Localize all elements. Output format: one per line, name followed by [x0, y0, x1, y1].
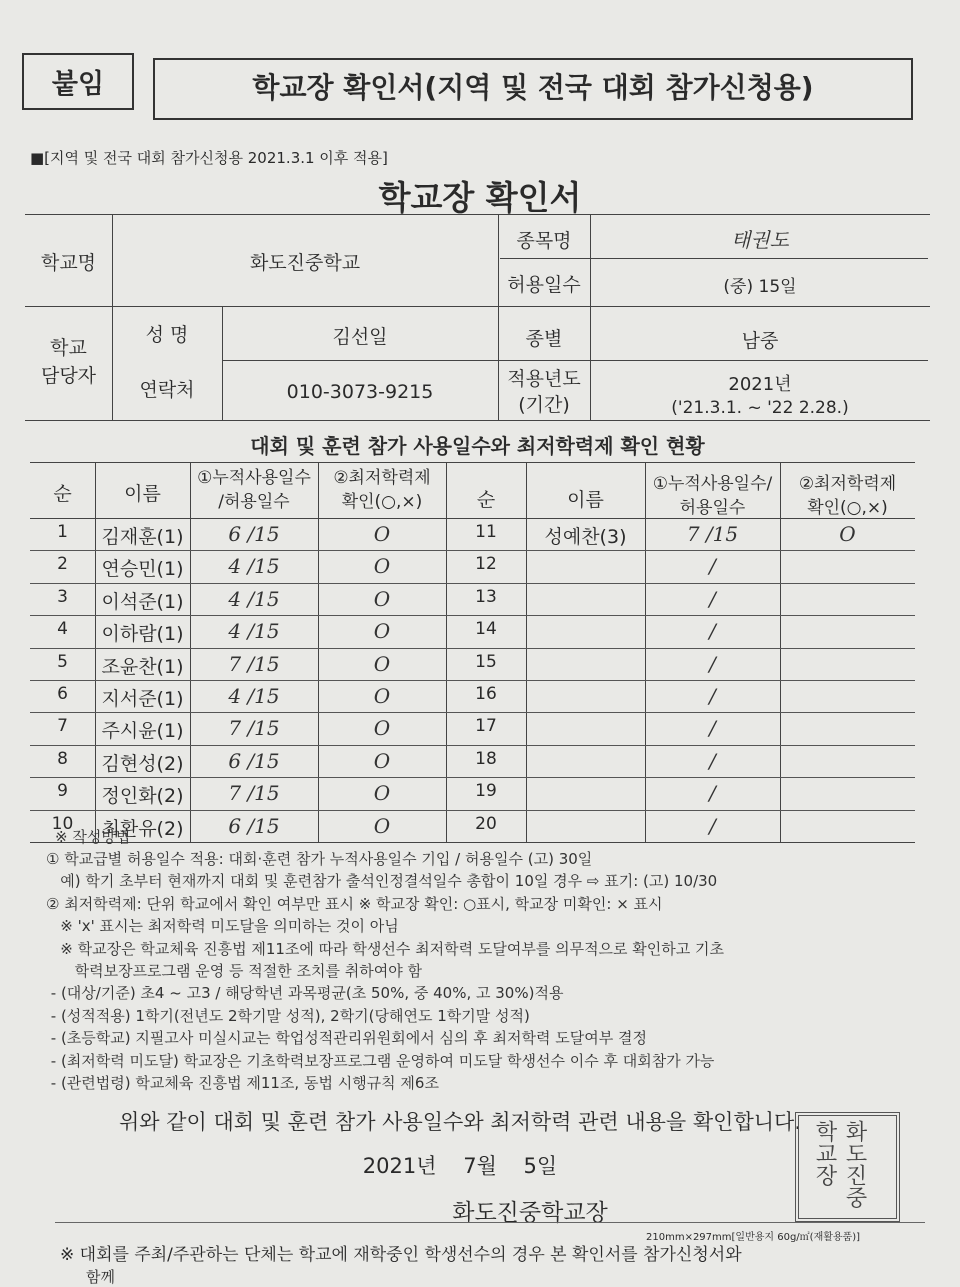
- note-line: - (초등학교) 지필고사 미실시교는 학업성적관리위원회에서 심의 후 최저학력 도달여부 결정: [46, 1029, 647, 1048]
- info-line: [500, 258, 928, 259]
- col-days: ①누적사용일수 /허용일수: [197, 468, 311, 512]
- category-value: 남중: [741, 330, 779, 352]
- cell-no2: 18: [475, 748, 497, 769]
- cell-days: 7 /15: [228, 716, 280, 741]
- days-label: 허용일수: [507, 274, 581, 296]
- footer-note-2: 함께: [86, 1268, 115, 1286]
- row-divider: [30, 550, 915, 551]
- year-label: 적용년도 (기간): [507, 368, 581, 416]
- cell-no2: 12: [475, 554, 497, 575]
- cell-days: 4 /15: [228, 586, 280, 611]
- note-line: ① 학교급별 허용일수 적용: 대회·훈련 참가 누적사용일수 기입 / 허용일수 (고) 30일: [46, 850, 593, 868]
- cell-days2: /: [709, 651, 716, 676]
- signer-name: 화도진중학교장: [452, 1200, 608, 1226]
- cell-name: 조윤찬(1): [101, 655, 184, 678]
- school-label: 학교명: [40, 252, 97, 274]
- cell-name2: 성예찬(3): [544, 526, 627, 548]
- cell-days: 7 /15: [228, 781, 280, 806]
- days-value: (중) 15일: [723, 277, 797, 297]
- cell-name: 연승민(1): [101, 558, 184, 581]
- cell-no: 1: [57, 522, 68, 542]
- row-divider: [30, 680, 915, 681]
- row-divider: [30, 583, 915, 584]
- status-top-line: [30, 462, 915, 463]
- cell-no: 10: [51, 813, 74, 834]
- cell-no: 5: [57, 651, 68, 672]
- status-col-line: [526, 462, 527, 842]
- phone-value: 010-3073-9215: [286, 381, 434, 403]
- cell-days2: /: [709, 619, 716, 644]
- cell-days2: /: [709, 684, 716, 708]
- name-label: 성 명: [145, 324, 189, 346]
- col-num: 순: [53, 483, 72, 505]
- cell-no2: 17: [475, 716, 497, 737]
- school-value: 화도진중학교: [249, 252, 361, 274]
- school-seal: [795, 1112, 900, 1222]
- cell-name: 정인화(2): [101, 785, 184, 808]
- col-name-2: 이름: [567, 489, 604, 511]
- note-line: - (관련법령) 학교체육 진흥법 제11조, 동법 시행규칙 제6조: [46, 1074, 439, 1092]
- col-check-2: ②최저학력제 확인(○,×): [798, 474, 897, 518]
- cell-check: O: [373, 813, 391, 838]
- cell-days: 7 /15: [228, 651, 280, 676]
- sport-label: 종목명: [516, 230, 572, 252]
- cell-days: 6 /15: [228, 813, 280, 838]
- year-value: 2021년: [728, 374, 792, 395]
- cell-check: O: [373, 522, 391, 546]
- cell-days: 4 /15: [228, 619, 280, 644]
- col-name: 이름: [124, 483, 161, 505]
- cell-check: O: [373, 554, 391, 579]
- note-line: 학력보장프로그램 운영 등 적절한 조치를 취하여야 함: [46, 962, 422, 980]
- cell-no2: 20: [475, 813, 497, 834]
- subtitle: ■[지역 및 전국 대회 참가신청용 2021.3.1 이후 적용]: [30, 149, 388, 167]
- cell-no2: 14: [475, 619, 497, 640]
- cell-check: O: [373, 619, 391, 644]
- document-title: 학교장 확인서: [378, 178, 582, 217]
- cell-days2: 7 /15: [686, 522, 739, 546]
- info-top-line: [25, 214, 930, 215]
- category-label: 종별: [525, 328, 563, 350]
- row-divider: [30, 745, 915, 746]
- note-line: 예) 학기 초부터 현재까지 대회 및 훈련참가 출석인정결석일수 총합이 10일 경우 ⇨ 표기: (고) 10/30: [46, 872, 718, 891]
- cell-name: 최환유(2): [101, 817, 184, 840]
- cell-no: 7: [57, 716, 68, 737]
- cell-name: 지서준(1): [101, 688, 184, 710]
- cell-check: O: [373, 781, 391, 806]
- cell-no2: 19: [475, 781, 497, 802]
- header-title: 학교장 확인서(지역 및 전국 대회 참가신청용): [252, 71, 814, 104]
- cell-days2: /: [709, 813, 716, 838]
- cell-days: 6 /15: [228, 522, 280, 546]
- cell-days2: /: [709, 781, 716, 806]
- cell-name: 김재훈(1): [101, 526, 184, 548]
- confirm-date: 2021년 7월 5일: [362, 1154, 558, 1178]
- footer-note: ※ 대회를 주최/주관하는 단체는 학교에 재학중인 학생선수의 경우 본 확인서를 참가신청서와: [60, 1245, 742, 1265]
- status-title: 대회 및 훈련 참가 사용일수와 최저학력제 확인 현황: [250, 434, 705, 458]
- contact-group-label: 학교 담당자: [40, 337, 97, 387]
- name-value: 김선일: [332, 326, 388, 348]
- sport-value: 태권도: [731, 228, 789, 252]
- info-line: [25, 420, 930, 421]
- row-divider: [30, 777, 915, 778]
- note-line: - (최저학력 미도달) 학교장은 기초학력보장프로그램 운영하여 미도달 학생선수 이수 후 대회참가 가능: [46, 1051, 715, 1070]
- row-divider: [30, 810, 915, 811]
- cell-check: O: [373, 684, 391, 708]
- cell-check2: O: [839, 522, 856, 546]
- confirm-statement: 위와 같이 대회 및 훈련 참가 사용일수와 최저학력 관련 내용을 확인합니다.: [118, 1110, 801, 1134]
- cell-name: 이석준(1): [101, 590, 184, 613]
- cell-name: 김현성(2): [101, 752, 184, 775]
- cell-name: 주시윤(1): [101, 720, 184, 743]
- cell-days2: /: [709, 716, 716, 741]
- cell-no: 4: [57, 619, 68, 640]
- col-num-2: 순: [476, 489, 496, 511]
- period-value: ('21.3.1. ~ '22 2.28.): [671, 398, 849, 418]
- phone-label: 연락처: [139, 379, 195, 401]
- note-line: ※ 학교장은 학교체육 진흥법 제11조에 따라 학생선수 최저학력 도달여부를 의무적으로 확인하고 기초: [46, 939, 725, 958]
- attachment-tag: 붙임: [51, 69, 105, 100]
- row-divider: [30, 712, 915, 713]
- cell-days2: /: [709, 748, 716, 773]
- note-line: - (대상/기준) 초4 ~ 고3 / 해당학년 과목평균(초 50%, 중 40%, 고 30%)적용: [46, 984, 564, 1003]
- info-line: [222, 360, 928, 361]
- cell-no: 9: [57, 781, 68, 802]
- cell-no: 8: [57, 748, 68, 769]
- cell-days: 4 /15: [228, 554, 280, 579]
- row-divider: [30, 615, 915, 616]
- cell-days: 4 /15: [228, 684, 280, 708]
- cell-days2: /: [709, 586, 716, 611]
- note-line: ※ 'x' 표시는 최저학력 미도달을 의미하는 것이 아님: [46, 917, 399, 936]
- footer-line: [55, 1222, 925, 1223]
- cell-check: O: [373, 716, 391, 741]
- cell-no2: 11: [475, 522, 497, 542]
- cell-no: 3: [57, 586, 68, 607]
- notes-heading: ※ 작성방법: [55, 828, 131, 846]
- col-check: ②최저학력제 확인(○,×): [333, 468, 431, 512]
- cell-no: 2: [57, 554, 68, 575]
- note-line: ② 최저학력제: 단위 학교에서 확인 여부만 표시 ※ 학교장 확인: ○표시, 학교장 미확인: × 표시: [46, 894, 663, 913]
- cell-days: 6 /15: [228, 748, 280, 773]
- info-line: [25, 306, 930, 307]
- cell-no2: 15: [475, 651, 497, 672]
- note-line: - (성적적용) 1학기(전년도 2학기말 성적), 2학기(당해연도 1학기말 성적): [46, 1006, 530, 1025]
- cell-check: O: [373, 586, 391, 611]
- status-bottom-line: [30, 842, 915, 843]
- row-divider: [30, 648, 915, 649]
- col-days-2: ①누적사용일수/ 허용일수: [652, 474, 773, 518]
- cell-name: 이하람(1): [101, 623, 184, 646]
- cell-no: 6: [57, 684, 68, 704]
- cell-no2: 13: [475, 586, 497, 607]
- cell-check: O: [373, 651, 391, 676]
- seal-text: 화도진중학교장: [812, 1120, 867, 1208]
- cell-no2: 16: [475, 684, 497, 704]
- cell-check: O: [373, 748, 391, 773]
- cell-days2: /: [709, 554, 716, 579]
- paper-spec: 210mm×297mm[일반용지 60g/㎡(재활용품)]: [646, 1232, 861, 1243]
